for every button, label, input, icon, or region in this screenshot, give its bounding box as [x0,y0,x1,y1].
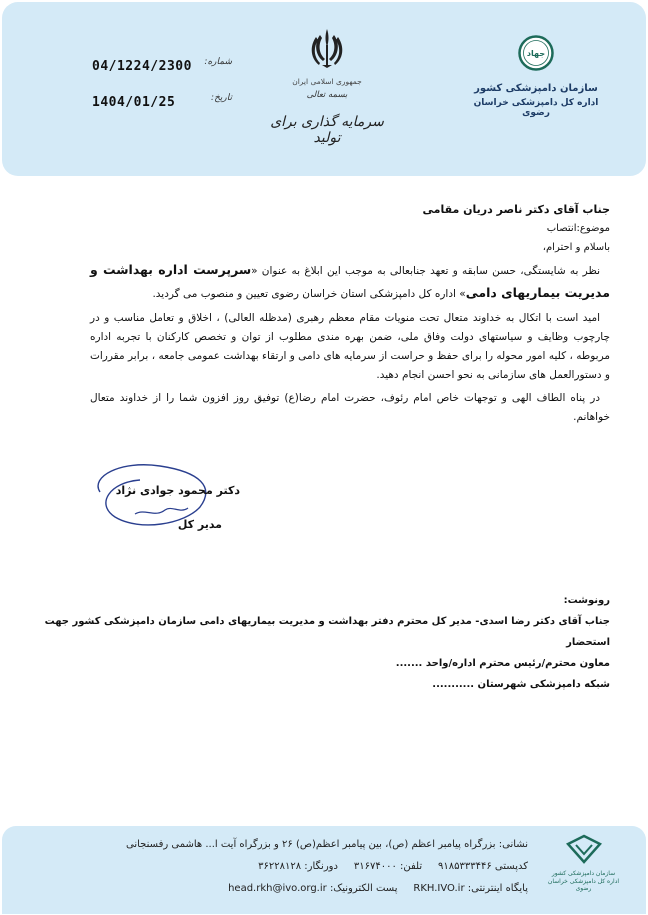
letter-number-row [62,57,232,93]
org-dept: اداره کل دامپزشکی خراسان رضوی [473,98,599,118]
cc-line: معاون محترم/رئیس محترم اداره/واحد ....... [395,658,610,669]
letter-date-label: تاریخ: [211,93,232,103]
jihad-logo-word: جهاد [526,49,546,58]
letter-footer [2,826,646,914]
paragraph-appointment-start: نظر به شایستگی، حسن سابقه و تعهد جنابعالی به موجب این ابلاغ به عنوان « [251,265,600,277]
paragraph-closing: در پناه الطاف الهی و توجهات خاص امام رئوف، حضرت امام رضا(ع) توفیق روز افزون شما را از خداوند متعال خواهانم. [90,392,610,423]
letter-header [2,2,646,176]
vet-organization-logo-icon [566,834,602,864]
footer-website-label: پایگاه اینترنتی: [467,883,528,894]
cc-line: جناب آقای دکتر رضا اسدی- مدیر کل محترم دفتر بهداشت و مدیریت بیماریهای دامی سازمان دامپزشکی کشور جهت استحضار [44,616,610,648]
letter-number-label: شماره: [204,57,232,67]
footer-contact [108,834,528,900]
footer-address-row [108,834,528,856]
iran-emblem-icon [310,27,344,69]
paragraph-appointment [90,259,610,305]
letter-date-row [62,93,232,129]
recipient: جناب آقای دکتر ناصر دریان مقامی [422,203,610,216]
bismillah-label: بسمه تعالی [306,90,348,100]
cc-block [40,590,610,695]
footer-postal: کدپستی ۹۱۸۵۳۳۳۴۴۶ [438,861,528,872]
paragraph-appointment-end: » اداره کل دامپزشکی استان خراسان رضوی تعیین و منصوب می گردید. [152,288,466,300]
paragraph-expectations: امید است با اتکال به خداوند متعال تحت منویات مقام معظم رهبری (مدظله العالی) ، اخلاق و تعامل مناسب و در چارچوب وظایف و سیاستهای دولت وفاق ملی، ضمن بهره مندی مطلوب از توان و تخصص کارکنان با تجربه اداره مربوطه ، کلیه امور محوله را برای حفظ و حراست از سرمایه های دامی و ارتقاء بهداشت عمومی جامعه ، برابر مقررات و دستورالعمل های سازمانی به نحو احسن انجام دهید. [90,312,610,381]
footer-web-row [108,878,528,900]
greeting: باسلام و احترام، [542,242,610,253]
footer-address: نشانی: بزرگراه پیامبر اعظم (ص)، بین پیامبر اعظم(ص) ۲۶ و بزرگراه آیت ا... هاشمی رفسنجانی [126,839,528,850]
republic-label: جمهوری اسلامی ایران [292,77,362,86]
footer-website-link[interactable]: RKH.IVO.ir [413,883,465,894]
signatory-name: دکتر محمود جوادی نژاد [115,484,240,497]
subject: موضوع:انتصاب [546,223,610,234]
org-name: سازمان دامپزشکی کشور [474,83,598,94]
header-organization [466,35,606,118]
letter-number: 04/1224/2300 [92,59,192,74]
footer-logo-line2: اداره کل دامپزشکی خراسان رضوی [547,878,620,892]
footer-phone: تلفن: ۳۱۶۷۴۰۰۰ [353,861,423,872]
cc-line: شبکه دامپزشکی شهرستان ........... [432,679,610,690]
signatory-title: مدیر کل [177,518,222,531]
letter-date: 1404/01/25 [92,95,176,110]
footer-phone-row [108,856,528,878]
footer-fax: دورنگار: ۳۶۲۲۸۱۲۸ [258,861,338,872]
signature-block [80,462,240,542]
footer-email-label: پست الکترونیک: [329,883,398,894]
position-title: سرپرست اداره بهداشت و مدیریت بیماریهای دامی [90,262,610,300]
jihad-logo-icon [518,35,554,71]
footer-logo-line1: سازمان دامپزشکی کشور [551,870,616,877]
header-center [257,27,397,146]
footer-logo [546,834,621,892]
letter-body [90,200,610,427]
letter-meta [62,57,232,129]
year-motto: سرمایه گذاری برای تولید [270,114,384,146]
cc-heading: رونوشت: [563,595,610,606]
footer-email-link[interactable]: head.rkh@ivo.org.ir [228,883,327,894]
